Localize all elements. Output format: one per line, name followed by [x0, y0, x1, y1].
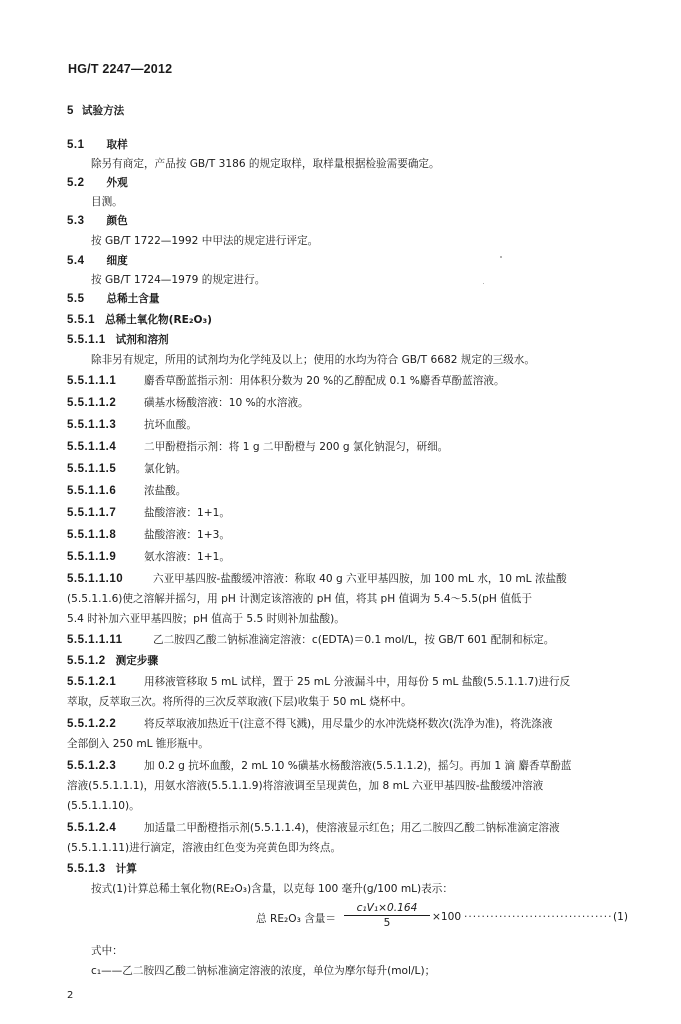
section-5-2-text: 目测。: [91, 196, 123, 208]
formula-fraction: [344, 902, 430, 929]
list-item: [67, 550, 230, 564]
section-title: 总稀土含量: [106, 293, 160, 305]
item-text-continued: (5.5.1.1.10)。: [67, 800, 140, 812]
item-text: 乙二胺四乙酸二钠标准滴定溶液：c(EDTA)＝0.1 mol/L，按 GB/T 601 配制和标定。: [153, 634, 555, 646]
item-text-continued: (5.5.1.1.11)进行滴定，溶液由红色变为亮黄色即为终点。: [67, 842, 342, 854]
section-number: 5.5.1.3: [67, 863, 106, 875]
section-number: 5.5: [67, 293, 85, 305]
item-text-continued: (5.5.1.1.6)使之溶解并摇匀，用 pH 计测定该溶液的 pH 值，将其 pH 值调为 5.4～5.5(pH 值低于: [67, 593, 532, 605]
section-5-5-heading: [67, 292, 159, 306]
section-5-5-1-3-heading: [67, 862, 137, 876]
section-number: 5.5.1.2: [67, 655, 106, 667]
list-item: [67, 396, 309, 410]
section-5-3-text: 按 GB/T 1722—1992 中甲法的规定进行评定。: [91, 235, 319, 247]
section-title: 颜色: [106, 215, 128, 227]
item-number: 5.5.1.1.4: [67, 441, 117, 453]
item-number: 5.5.1.1.11: [67, 634, 123, 646]
list-item: [67, 440, 448, 454]
formula-denominator: 5: [383, 917, 391, 929]
section-number: 5.1: [67, 139, 85, 151]
item-number: 5.5.1.1.2: [67, 397, 117, 409]
formula-rhs: ×100: [432, 911, 462, 923]
item-number: 5.5.1.2.4: [67, 822, 117, 834]
item-text: 盐酸溶液：1+1。: [144, 507, 230, 519]
item-number: 5.5.1.1.1: [67, 375, 117, 387]
section-title: 总稀土氧化物(RE₂O₃): [105, 314, 213, 326]
item-text-continued: 5.4 时补加六亚甲基四胺；pH 值高于 5.5 时则补加盐酸)。: [67, 613, 345, 625]
section-5-5-1-3-text: 按式(1)计算总稀土氧化物(RE₂O₃)含量，以克每 100 毫升(g/100 mL)表示：: [91, 883, 453, 895]
section-number: 5.2: [67, 177, 85, 189]
section-number: 5.4: [67, 255, 85, 267]
section-title: 测定步骤: [115, 655, 159, 667]
list-item: [67, 528, 230, 542]
formula-equation-number: (1): [612, 911, 628, 923]
section-5-4-text: 按 GB/T 1724—1979 的规定进行。: [91, 274, 266, 286]
item-text: 磺基水杨酸溶液：10 %的水溶液。: [144, 397, 309, 409]
section-number: 5.5.1.1: [67, 334, 106, 346]
section-title: 外观: [106, 177, 128, 189]
standard-code-header: HG/T 2247—2012: [68, 62, 173, 76]
item-number: 5.5.1.2.2: [67, 718, 117, 730]
list-item: [67, 484, 186, 498]
section-5-5-1-heading: [67, 313, 212, 327]
scan-speck: [483, 283, 484, 284]
list-item: [67, 462, 186, 476]
item-number: 5.5.1.1.6: [67, 485, 117, 497]
item-number: 5.5.1.1.5: [67, 463, 117, 475]
item-text: 将反萃取液加热近干(注意不得飞溅)，用尽量少的水冲洗烧杯数次(洗净为准)，将洗涤液: [144, 718, 553, 730]
item-number: 5.5.1.1.8: [67, 529, 117, 541]
section-number: 5.5.1: [67, 314, 96, 326]
where-label: 式中：: [91, 945, 123, 957]
section-title: 试验方法: [81, 105, 125, 117]
item-text-continued: 萃取，反萃取三次。将所得的三次反萃取液(下层)收集于 50 mL 烧杯中。: [67, 696, 412, 708]
section-number: 5: [67, 105, 74, 117]
list-item: [67, 418, 197, 432]
list-item: [67, 374, 505, 388]
section-5-1-heading: [67, 138, 128, 152]
item-text: 麝香草酚蓝指示剂：用体积分数为 20 %的乙醇配成 0.1 %麝香草酚蓝溶液。: [144, 375, 505, 387]
list-item: [67, 821, 560, 835]
section-5-1-text: 除另有商定，产品按 GB/T 3186 的规定取样，取样量根据检验需要确定。: [91, 158, 440, 170]
item-text: 抗坏血酸。: [144, 419, 197, 431]
section-title: 计算: [115, 863, 137, 875]
where-c1-definition: c₁——乙二胺四乙酸二钠标准滴定溶液的浓度，单位为摩尔每升(mol/L)；: [91, 965, 436, 977]
list-item: [67, 633, 554, 647]
item-text: 二甲酚橙指示剂：将 1 g 二甲酚橙与 200 g 氯化钠混匀，研细。: [144, 441, 449, 453]
item-text-continued: 全部倒入 250 mL 锥形瓶中。: [67, 738, 209, 750]
formula-leader-dots: ··································: [464, 911, 613, 923]
list-item: [67, 759, 571, 773]
page-number: 2: [67, 990, 74, 1001]
section-5-3-heading: [67, 214, 128, 228]
item-text: 盐酸溶液：1+3。: [144, 529, 230, 541]
section-title: 试剂和溶剂: [115, 334, 169, 346]
section-5-5-1-1-heading: [67, 333, 169, 347]
formula-numerator: c₁V₁×0.164: [344, 902, 430, 916]
section-5-5-1-2-heading: [67, 654, 158, 668]
item-number: 5.5.1.1.10: [67, 573, 124, 585]
section-5-4-heading: [67, 254, 128, 268]
list-item: [67, 675, 570, 689]
item-number: 5.5.1.2.1: [67, 676, 117, 688]
item-number: 5.5.1.1.3: [67, 419, 117, 431]
item-text: 氯化钠。: [144, 463, 187, 475]
item-number: 5.5.1.1.9: [67, 551, 117, 563]
item-number: 5.5.1.2.3: [67, 760, 117, 772]
formula-lhs: 总 RE₂O₃ 含量＝: [256, 913, 336, 925]
section-5-5-1-1-text: 除非另有规定，所用的试剂均为化学纯及以上；使用的水均为符合 GB/T 6682 规定的三级水。: [91, 354, 535, 366]
section-title: 细度: [106, 255, 128, 267]
item-text-continued: 溶液(5.5.1.1.1)，用氨水溶液(5.5.1.1.9)将溶液调至呈现黄色，加 8 mL 六亚甲基四胺-盐酸缓冲溶液: [67, 780, 544, 792]
section-number: 5.3: [67, 215, 85, 227]
item-text: 加 0.2 g 抗坏血酸，2 mL 10 %磺基水杨酸溶液(5.5.1.1.2)，摇匀。再加 1 滴 麝香草酚蓝: [144, 760, 572, 772]
item-text: 浓盐酸。: [144, 485, 187, 497]
section-5-heading: [67, 104, 124, 118]
formula-1: [256, 902, 636, 936]
section-5-2-heading: [67, 176, 128, 190]
item-text: 六亚甲基四胺-盐酸缓冲溶液：称取 40 g 六亚甲基四胺，加 100 mL 水，10 mL 浓盐酸: [153, 573, 567, 585]
list-item: [67, 572, 567, 586]
item-text: 加适量二甲酚橙指示剂(5.5.1.1.4)，使溶液显示红色；用乙二胺四乙酸二钠标准滴定溶液: [144, 822, 560, 834]
scan-speck: [500, 256, 502, 258]
item-text: 氨水溶液：1+1。: [144, 551, 230, 563]
list-item: [67, 717, 553, 731]
item-text: 用移液管移取 5 mL 试样，置于 25 mL 分液漏斗中，用每份 5 mL 盐酸(5.5.1.1.7)进行反: [144, 676, 571, 688]
section-title: 取样: [106, 139, 128, 151]
item-number: 5.5.1.1.7: [67, 507, 117, 519]
list-item: [67, 506, 230, 520]
